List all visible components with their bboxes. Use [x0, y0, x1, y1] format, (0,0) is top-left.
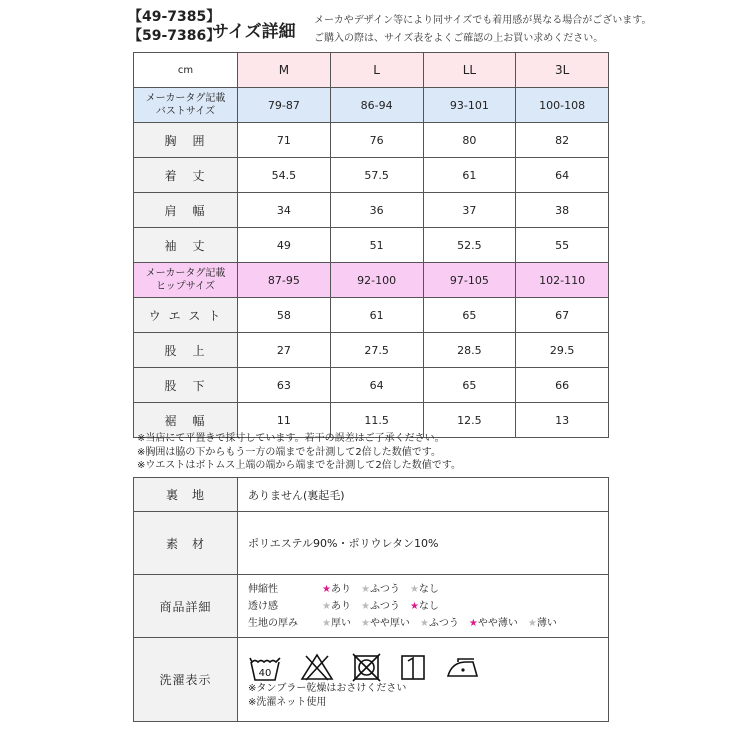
size-value-cell: 87-95 [238, 263, 331, 298]
page-title: サイズ詳細 [212, 22, 296, 42]
detail-line [248, 615, 608, 632]
wash-icons [248, 652, 608, 682]
size-header-ll: LL [423, 53, 516, 88]
detail-option [322, 601, 351, 612]
size-value-cell: 82 [516, 123, 609, 158]
header-note [314, 12, 652, 48]
size-value-cell: 65 [423, 298, 516, 333]
star-filled-icon: ★ [322, 583, 331, 595]
detail-name: 伸縮性 [248, 583, 278, 595]
star-empty-icon: ★ [360, 617, 370, 629]
size-value-cell: 86-94 [330, 88, 423, 123]
size-row-label-line: バストサイズ [155, 106, 216, 117]
info-row-lining [134, 478, 609, 512]
size-value-cell: 38 [516, 193, 609, 228]
size-note: ※ウエストはボトムス上端の端から端までを計測して2倍した数値です。 [137, 460, 461, 471]
size-value-cell: 64 [516, 158, 609, 193]
size-value-cell: 61 [423, 158, 516, 193]
size-value-cell: 28.5 [423, 333, 516, 368]
material-label: 素 材 [134, 512, 238, 575]
size-row [134, 88, 609, 123]
detail-line [248, 581, 608, 598]
star-filled-icon: ★ [468, 617, 478, 629]
size-value-cell: 37 [423, 193, 516, 228]
size-row [134, 158, 609, 193]
size-row [134, 123, 609, 158]
unit-label: cm [134, 53, 238, 88]
size-value-cell: 55 [516, 228, 609, 263]
detail-option [361, 601, 400, 612]
size-value-cell: 52.5 [423, 228, 516, 263]
no-tumble-dry-icon [352, 652, 382, 682]
wash-temp-label: 40 [258, 667, 272, 679]
star-empty-icon: ★ [419, 617, 429, 629]
size-row-label-line: メーカータグ記載 [145, 268, 226, 279]
star-empty-icon: ★ [322, 600, 331, 612]
size-value-cell: 61 [330, 298, 423, 333]
detail-option-text: 薄い [536, 617, 557, 629]
size-row [134, 193, 609, 228]
size-note: ※胸囲は脇の下からもう一方の端までを計測して2倍した数値です。 [137, 446, 441, 458]
detail-option [410, 584, 439, 595]
size-value-cell: 79-87 [238, 88, 331, 123]
wash-note: ※タンブラー乾燥はおさけください [248, 682, 407, 694]
material-value: ポリエステル90%・ポリウレタン10% [238, 512, 609, 575]
star-filled-icon: ★ [409, 600, 419, 612]
product-info-table [133, 477, 609, 722]
size-value-cell: 49 [238, 228, 331, 263]
size-value-cell: 36 [330, 193, 423, 228]
size-value-cell: 65 [423, 368, 516, 403]
size-row [134, 298, 609, 333]
size-header-m: M [238, 53, 331, 88]
size-value-cell: 34 [238, 193, 331, 228]
size-row-label: 胸 囲 [134, 123, 238, 158]
info-row-details [134, 575, 609, 638]
size-row-label-line: メーカータグ記載 [145, 93, 226, 104]
size-value-cell: 54.5 [238, 158, 331, 193]
size-row-label: 袖 丈 [134, 228, 238, 263]
details-cell [238, 575, 609, 638]
detail-name: 生地の厚み [248, 617, 298, 629]
size-value-cell: 100-108 [516, 88, 609, 123]
size-value-cell: 11.5 [330, 403, 423, 438]
size-value-cell: 13 [516, 403, 609, 438]
detail-name: 透け感 [248, 600, 278, 612]
detail-option-text: なし [418, 600, 439, 612]
size-value-cell: 58 [238, 298, 331, 333]
detail-option [322, 584, 351, 595]
size-value-cell: 51 [330, 228, 423, 263]
size-note: ※当店にて平置きで採寸しています。若干の誤差はご了承ください。 [137, 433, 445, 444]
size-value-cell: 92-100 [330, 263, 423, 298]
star-empty-icon: ★ [360, 600, 370, 612]
info-row-wash [134, 638, 609, 722]
detail-option [322, 618, 351, 629]
size-row-label [134, 88, 238, 123]
product-code-2: 【59-7386】 [128, 28, 221, 44]
product-code-1: 【49-7385】 [128, 9, 221, 25]
detail-option-text: ふつう [369, 600, 400, 612]
detail-option [361, 618, 410, 629]
size-value-cell: 29.5 [516, 333, 609, 368]
iron-low-icon [444, 652, 480, 682]
detail-option [469, 618, 518, 629]
info-row-material [134, 512, 609, 575]
size-value-cell: 76 [330, 123, 423, 158]
size-value-cell: 63 [238, 368, 331, 403]
size-value-cell: 12.5 [423, 403, 516, 438]
size-row-label [134, 263, 238, 298]
details-label: 商品詳細 [134, 575, 238, 638]
size-value-cell: 11 [238, 403, 331, 438]
size-value-cell: 93-101 [423, 88, 516, 123]
product-codes [128, 8, 220, 46]
size-row-label: 股 上 [134, 333, 238, 368]
size-row [134, 368, 609, 403]
star-empty-icon: ★ [322, 617, 331, 629]
detail-option-text: あり [330, 600, 351, 612]
size-header-l: L [330, 53, 423, 88]
detail-option-text: やや薄い [477, 617, 518, 629]
size-row-label: 着 丈 [134, 158, 238, 193]
header-note-line: メーカやデザイン等により同サイズでも着用感が異なる場合がございます。 [314, 15, 652, 26]
detail-option [420, 618, 459, 629]
size-row [134, 263, 609, 298]
wash-note: ※洗濯ネット使用 [248, 696, 327, 708]
size-row [134, 333, 609, 368]
size-row-label: 裾 幅 [134, 403, 238, 438]
size-row-label: 股 下 [134, 368, 238, 403]
detail-option-text: なし [418, 583, 439, 595]
size-value-cell: 97-105 [423, 263, 516, 298]
line-dry-icon [400, 652, 426, 682]
size-value-cell: 71 [238, 123, 331, 158]
detail-option [410, 601, 439, 612]
size-value-cell: 64 [330, 368, 423, 403]
star-empty-icon: ★ [527, 617, 537, 629]
detail-option [361, 584, 400, 595]
wash-cell [238, 638, 609, 722]
no-bleach-icon [300, 652, 334, 682]
star-empty-icon: ★ [409, 583, 419, 595]
wash-40-tub-icon [248, 652, 282, 682]
lining-value: ありません(裏起毛) [238, 478, 609, 512]
size-value-cell: 67 [516, 298, 609, 333]
detail-option-text: 厚い [330, 617, 351, 629]
size-value-cell: 57.5 [330, 158, 423, 193]
size-row-label: 肩 幅 [134, 193, 238, 228]
size-header-row [134, 53, 609, 88]
detail-option-text: やや厚い [369, 617, 410, 629]
size-value-cell: 66 [516, 368, 609, 403]
detail-option-text: ふつう [369, 583, 400, 595]
header-note-line: ご購入の際は、サイズ表をよくご確認の上お買い求めください。 [314, 33, 604, 44]
size-row [134, 228, 609, 263]
star-empty-icon: ★ [360, 583, 370, 595]
size-value-cell: 102-110 [516, 263, 609, 298]
size-row-label-line: ヒップサイズ [156, 281, 215, 292]
detail-option-text: あり [330, 583, 351, 595]
size-value-cell: 80 [423, 123, 516, 158]
detail-line [248, 598, 608, 615]
size-value-cell: 27.5 [330, 333, 423, 368]
size-notes [137, 432, 461, 473]
lining-label: 裏 地 [134, 478, 238, 512]
detail-option [528, 618, 557, 629]
detail-option-text: ふつう [428, 617, 459, 629]
size-table [133, 52, 609, 438]
size-header-3l: 3L [516, 53, 609, 88]
size-row-label: ウ エ ス ト [134, 298, 238, 333]
size-value-cell: 27 [238, 333, 331, 368]
wash-label: 洗濯表示 [134, 638, 238, 722]
